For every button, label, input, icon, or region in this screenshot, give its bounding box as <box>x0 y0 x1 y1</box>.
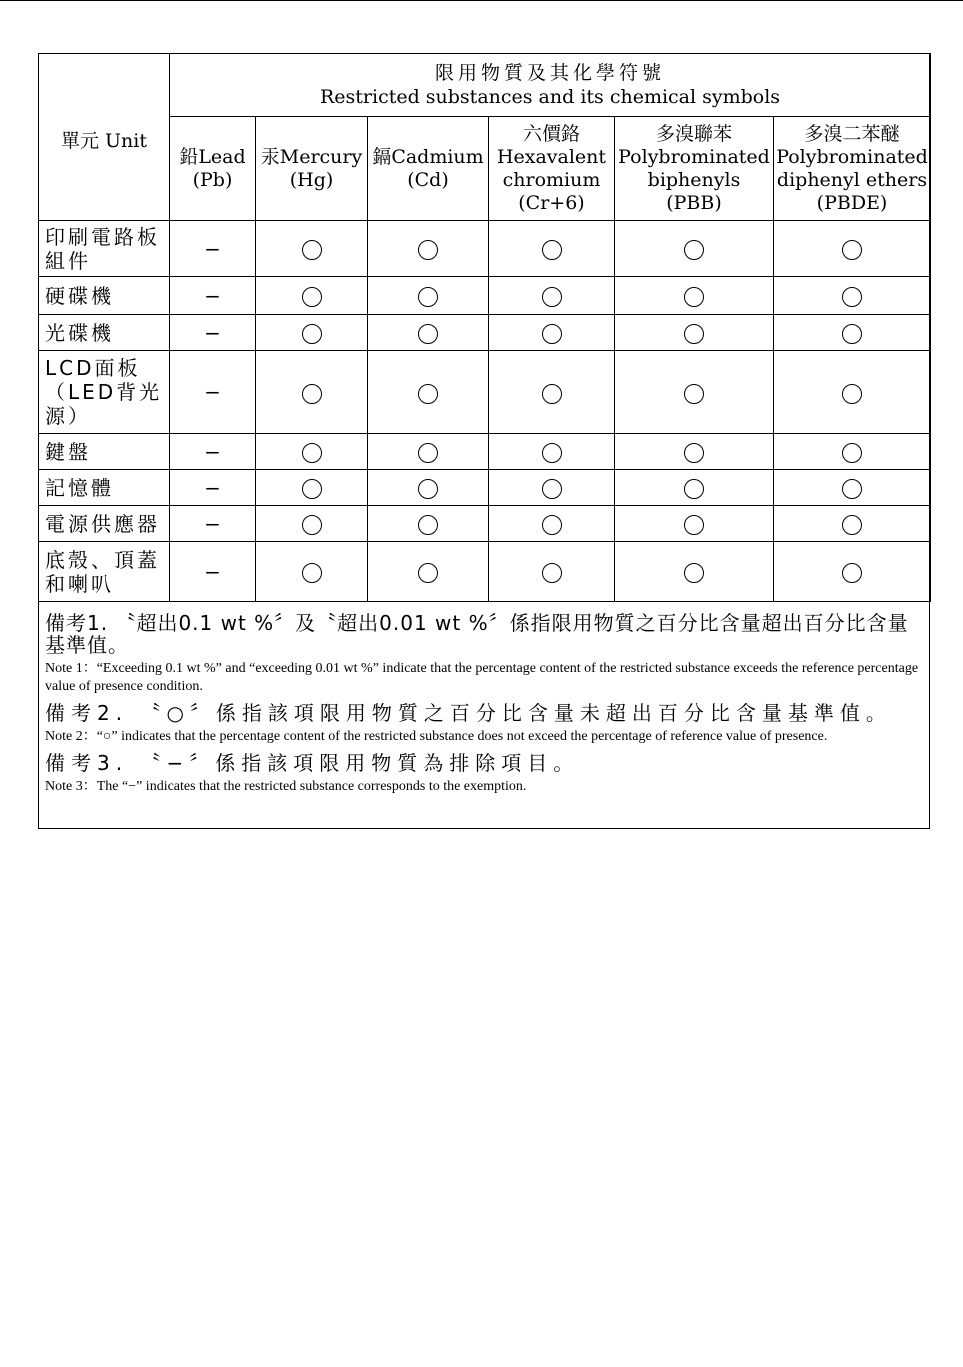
substance-header-lead <box>170 117 256 221</box>
top-rule <box>0 0 963 1</box>
circle-mark-icon <box>418 324 438 344</box>
mark-cell-circle <box>368 351 489 434</box>
header-row-substances <box>39 117 931 221</box>
substance-header-chromium <box>489 117 615 221</box>
circle-mark-icon <box>842 324 862 344</box>
row-unit-label: 電源供應器 <box>39 506 170 542</box>
substance-symbol: (Hg) <box>289 168 334 191</box>
mark-cell-dash <box>170 315 256 351</box>
substance-name: 汞Mercury <box>260 145 363 168</box>
dash-mark-icon: − <box>204 380 221 404</box>
mark-cell-dash <box>170 221 256 277</box>
row-unit-label: 鍵盤 <box>39 434 170 470</box>
mark-cell-circle <box>615 277 774 315</box>
table-row <box>39 351 931 434</box>
mark-cell-circle <box>774 221 931 277</box>
substance-symbol: (Cr+6) <box>518 191 585 214</box>
mark-cell-circle <box>615 470 774 506</box>
note-1-zh: 備考1. 〝超出0.1 wt %〞及〝超出0.01 wt %〞係指限用物質之百分比含量超出百分比含量基準值。 <box>45 611 909 657</box>
mark-cell-circle <box>489 542 615 602</box>
mark-cell-circle <box>256 277 368 315</box>
circle-mark-icon <box>302 443 322 463</box>
mark-cell-circle <box>368 542 489 602</box>
table-row <box>39 542 931 602</box>
circle-mark-icon <box>684 287 704 307</box>
circle-mark-icon <box>684 384 704 404</box>
substance-symbol: (PBDE) <box>816 191 888 214</box>
mark-cell-circle <box>774 434 931 470</box>
mark-cell-circle <box>489 351 615 434</box>
circle-mark-icon <box>542 324 562 344</box>
mark-cell-circle <box>489 470 615 506</box>
substance-name: 多溴二苯醚 <box>804 122 900 145</box>
substance-symbol: (Pb) <box>192 168 233 191</box>
dash-mark-icon: − <box>204 283 221 308</box>
circle-mark-icon <box>418 240 438 260</box>
substance-symbol: (PBB) <box>666 191 722 214</box>
mark-cell-circle <box>774 542 931 602</box>
note-3-en: Note 3：The “−” indicates that the restricted substance corresponds to the exemption. <box>45 779 527 794</box>
row-unit-label: 記憶體 <box>39 470 170 506</box>
dash-mark-icon: − <box>204 439 221 464</box>
mark-cell-circle <box>489 221 615 277</box>
substance-symbol: (Cd) <box>407 168 449 191</box>
mark-cell-circle <box>256 221 368 277</box>
mark-cell-circle <box>256 506 368 542</box>
circle-mark-icon <box>302 384 322 404</box>
circle-mark-icon <box>302 287 322 307</box>
mark-cell-circle <box>368 277 489 315</box>
circle-mark-icon <box>842 443 862 463</box>
circle-mark-icon <box>842 515 862 535</box>
circle-mark-icon <box>542 240 562 260</box>
circle-mark-icon <box>418 563 438 583</box>
circle-mark-icon <box>684 443 704 463</box>
circle-mark-icon <box>542 384 562 404</box>
mark-cell-circle <box>615 351 774 434</box>
circle-mark-icon <box>302 563 322 583</box>
mark-cell-circle <box>774 470 931 506</box>
table-row <box>39 506 931 542</box>
table-row <box>39 221 931 277</box>
mark-cell-circle <box>256 351 368 434</box>
substance-header-pbb <box>615 117 774 221</box>
mark-cell-circle <box>489 506 615 542</box>
circle-mark-icon <box>302 240 322 260</box>
mark-cell-circle <box>774 506 931 542</box>
substance-header-mercury <box>256 117 368 221</box>
circle-mark-icon <box>418 287 438 307</box>
circle-mark-icon <box>418 479 438 499</box>
table-row <box>39 470 931 506</box>
circle-mark-icon <box>842 384 862 404</box>
substance-en-line2: chromium <box>502 168 601 191</box>
substance-name: 多溴聯苯 <box>655 122 732 145</box>
group-title-en: Restricted substances and its chemical symbols <box>319 86 781 108</box>
mark-cell-circle <box>368 506 489 542</box>
mark-cell-circle <box>256 470 368 506</box>
table-row <box>39 434 931 470</box>
unit-column-header <box>39 54 170 221</box>
mark-cell-circle <box>489 434 615 470</box>
dash-mark-icon: − <box>204 559 221 584</box>
circle-mark-icon <box>542 563 562 583</box>
mark-cell-circle <box>256 542 368 602</box>
note-1-en: Note 1：“Exceeding 0.1 wt %” and “exceeding 0.01 wt %” indicate that the percentage content of the restricted substance exceeds the reference percentage value of presence condition. <box>45 661 919 694</box>
table-body <box>39 221 931 602</box>
circle-mark-icon <box>842 287 862 307</box>
substance-en-line2: diphenyl ethers <box>776 168 928 191</box>
mark-cell-circle <box>368 470 489 506</box>
circle-mark-icon <box>842 479 862 499</box>
dash-mark-icon: − <box>204 320 221 345</box>
mark-cell-dash <box>170 277 256 315</box>
row-unit-label: 硬碟機 <box>39 277 170 315</box>
mark-cell-circle <box>615 315 774 351</box>
substance-en-line1: Hexavalent <box>496 145 607 168</box>
circle-mark-icon <box>302 515 322 535</box>
circle-mark-icon <box>684 515 704 535</box>
mark-cell-circle <box>256 315 368 351</box>
circle-mark-icon <box>418 443 438 463</box>
mark-cell-circle <box>615 542 774 602</box>
mark-cell-circle <box>489 315 615 351</box>
mark-cell-circle <box>615 434 774 470</box>
circle-mark-icon <box>542 443 562 463</box>
dash-mark-icon: − <box>204 475 221 500</box>
circle-mark-icon <box>418 384 438 404</box>
group-title-zh: 限用物質及其化學符號 <box>435 62 666 84</box>
mark-cell-dash <box>170 351 256 434</box>
circle-mark-icon <box>542 515 562 535</box>
unit-label: 單元 Unit <box>60 130 147 152</box>
substance-en-line2: biphenyls <box>647 168 741 191</box>
mark-cell-dash <box>170 542 256 602</box>
circle-mark-icon <box>302 479 322 499</box>
mark-cell-circle <box>368 315 489 351</box>
dash-mark-icon: − <box>204 511 221 536</box>
circle-mark-icon <box>684 479 704 499</box>
circle-mark-icon <box>684 240 704 260</box>
note-2-en: Note 2：“○” indicates that the percentage content of the restricted substance does not exceed the percentage of reference value of presence. <box>45 729 828 744</box>
note-3-zh: 備考3. 〝−〞係指該項限用物質為排除項目。 <box>45 751 580 775</box>
dash-mark-icon: − <box>204 236 221 261</box>
mark-cell-dash <box>170 470 256 506</box>
mark-cell-circle <box>774 315 931 351</box>
substance-header-pbde <box>774 117 931 221</box>
mark-cell-circle <box>368 221 489 277</box>
substance-en-line1: Polybrominated <box>776 145 928 168</box>
row-unit-label: 印刷電路板組件 <box>39 221 170 277</box>
substance-name: 鎘Cadmium <box>372 145 484 168</box>
row-unit-label: LCD面板（LED背光源） <box>39 351 170 434</box>
header-row-group <box>39 54 931 117</box>
notes-section <box>45 612 925 802</box>
circle-mark-icon <box>418 515 438 535</box>
circle-mark-icon <box>302 324 322 344</box>
mark-cell-circle <box>774 277 931 315</box>
mark-cell-circle <box>368 434 489 470</box>
substances-group-header <box>170 54 931 117</box>
circle-mark-icon <box>842 563 862 583</box>
mark-cell-circle <box>615 506 774 542</box>
rohs-table <box>38 53 931 602</box>
substance-name: 鉛Lead <box>179 145 246 168</box>
row-unit-label: 光碟機 <box>39 315 170 351</box>
circle-mark-icon <box>842 240 862 260</box>
mark-cell-circle <box>256 434 368 470</box>
substance-header-cadmium <box>368 117 489 221</box>
table-row <box>39 277 931 315</box>
row-unit-label: 底殼、頂蓋和喇叭 <box>39 542 170 602</box>
circle-mark-icon <box>684 563 704 583</box>
circle-mark-icon <box>684 324 704 344</box>
mark-cell-circle <box>615 221 774 277</box>
circle-mark-icon <box>542 287 562 307</box>
mark-cell-circle <box>774 351 931 434</box>
note-2-zh: 備考2. 〝○〞係指該項限用物質之百分比含量未超出百分比含量基準值。 <box>45 701 892 725</box>
table-row <box>39 315 931 351</box>
circle-mark-icon <box>542 479 562 499</box>
substance-name: 六價鉻 <box>522 122 580 145</box>
mark-cell-dash <box>170 434 256 470</box>
substance-en-line1: Polybrominated <box>618 145 770 168</box>
mark-cell-dash <box>170 506 256 542</box>
mark-cell-circle <box>489 277 615 315</box>
